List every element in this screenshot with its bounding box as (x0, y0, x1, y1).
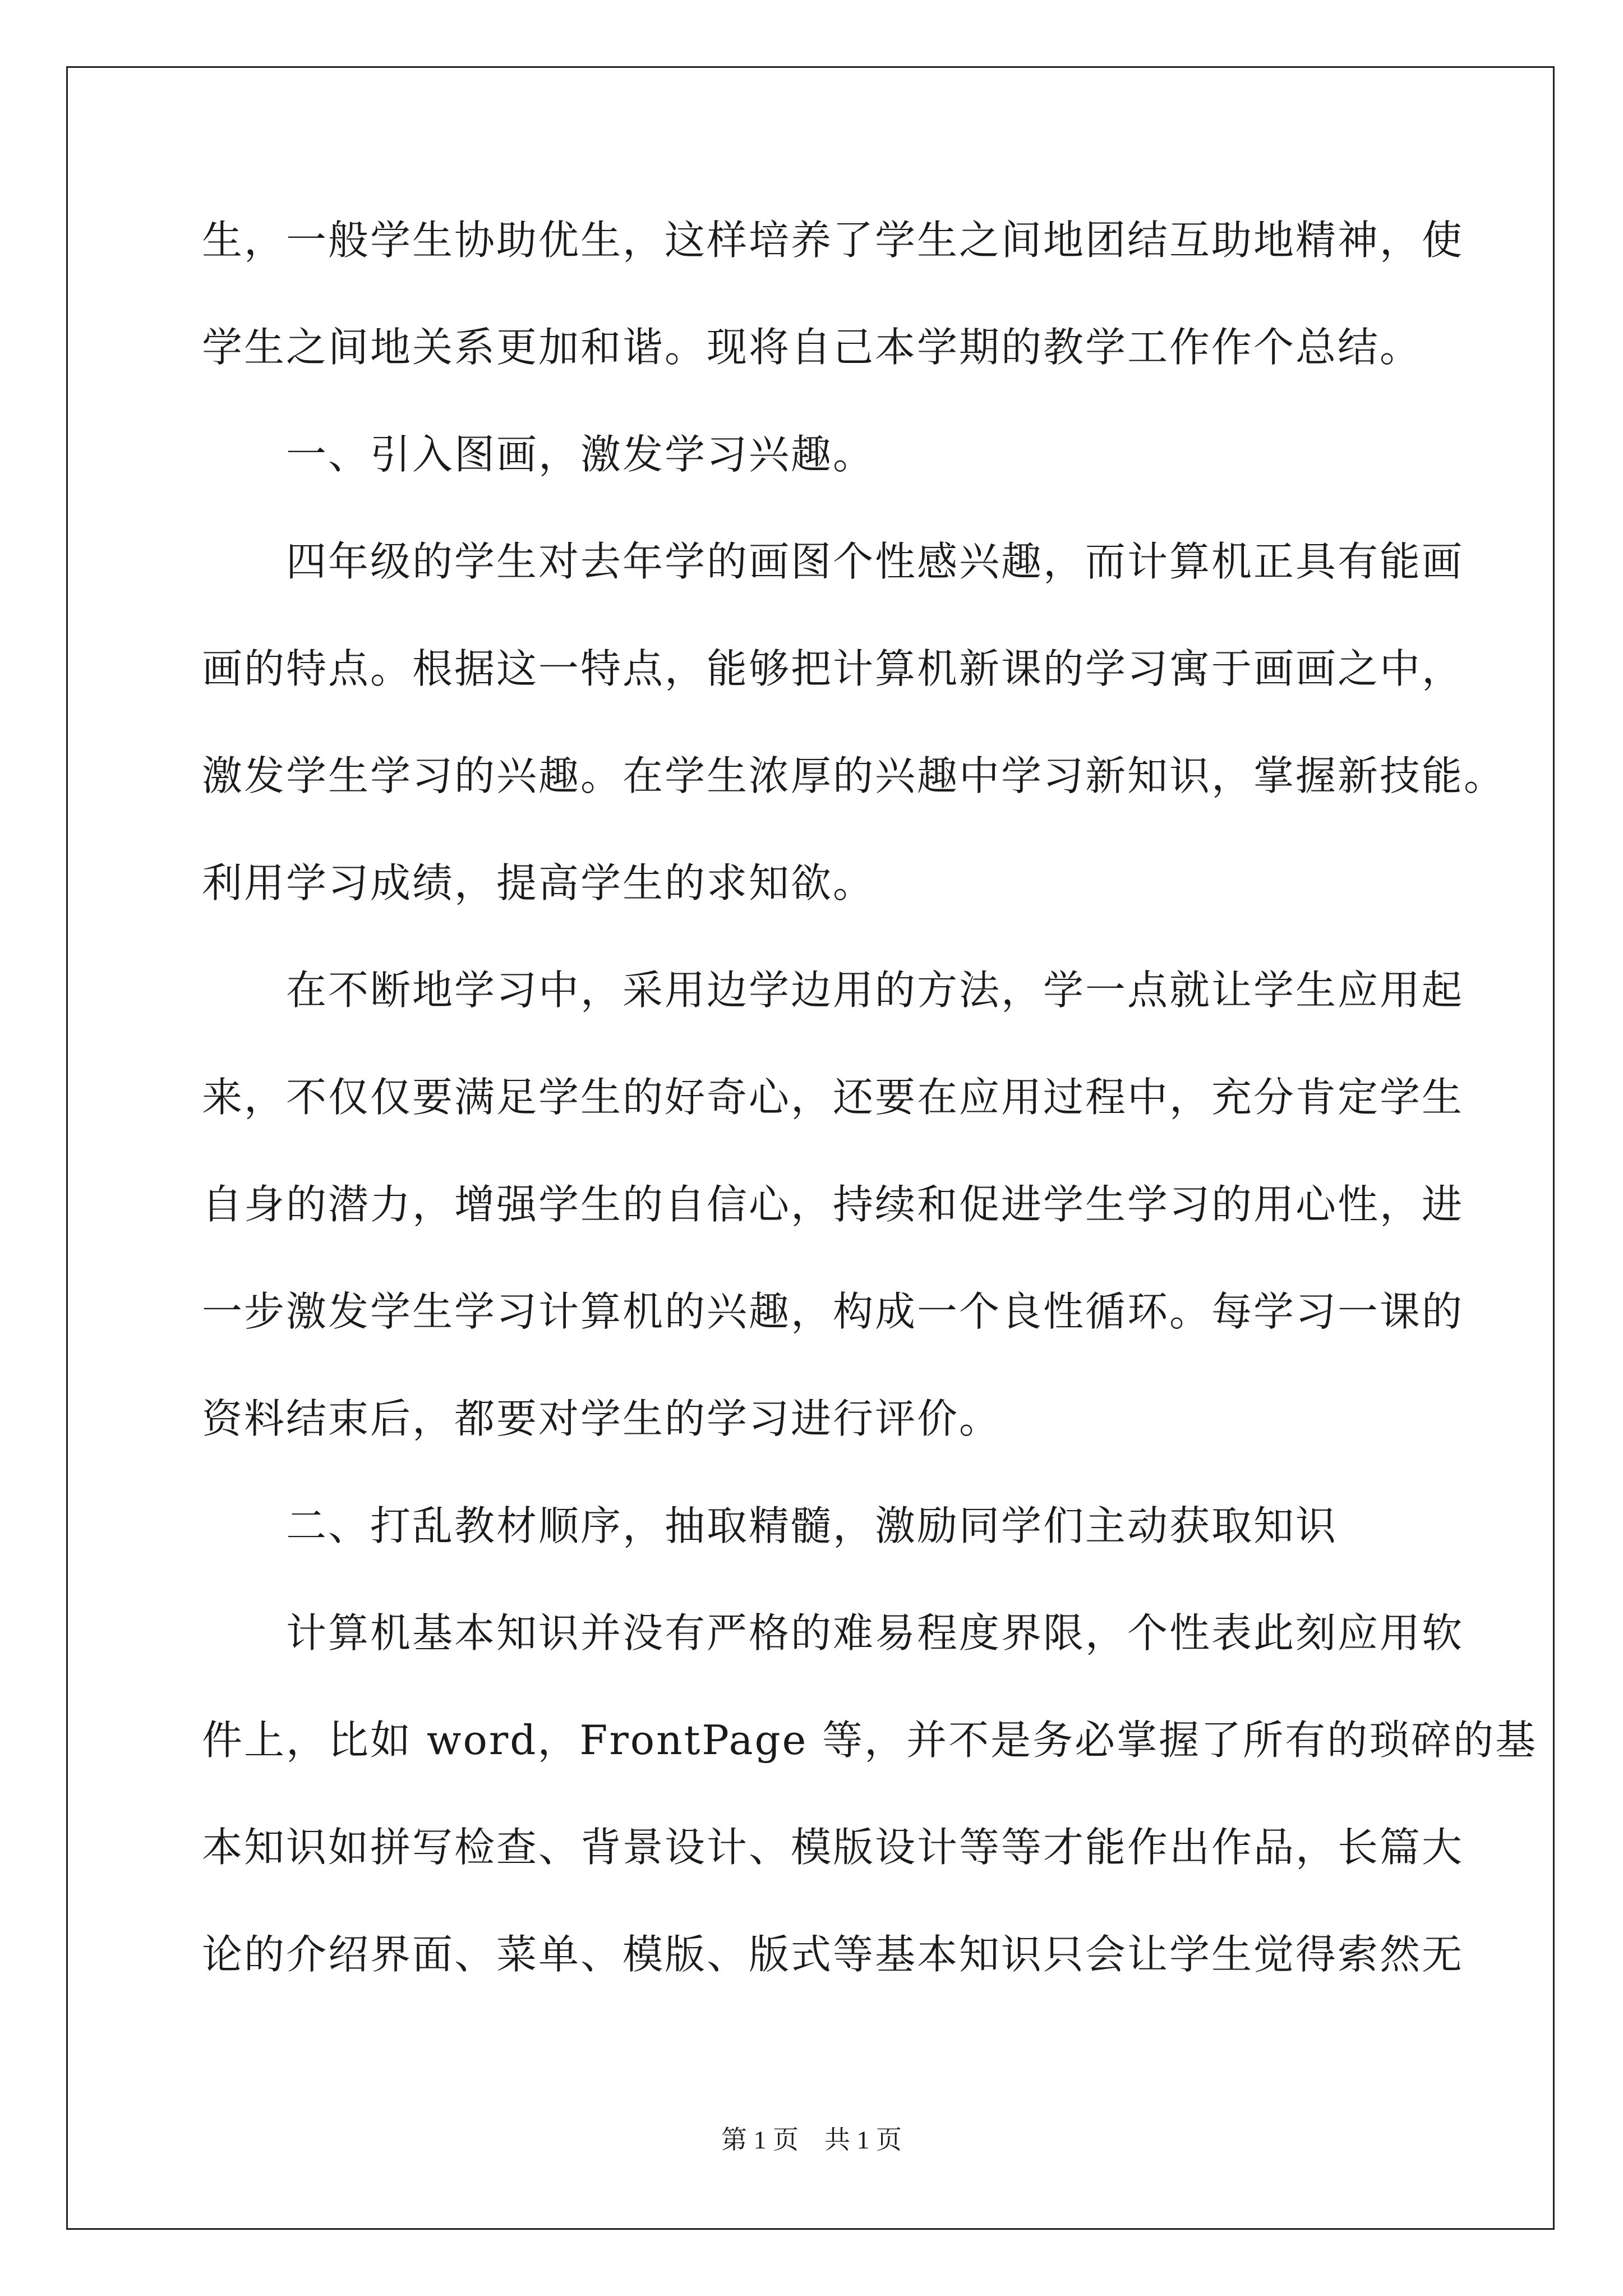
text-line-17: 论的介绍界面、菜单、模版、版式等基本知识只会让学生觉得索然无 (202, 1931, 1464, 1978)
section-heading-2: 二、打乱教材顺序，抽取精髓，激励同学们主动获取知识 (286, 1502, 1338, 1549)
document-body (202, 213, 1538, 2035)
text-line-15: 件上，比如 word，FrontPage 等，并不是务必掌握了所有的琐碎的基 (202, 1717, 1538, 1764)
text-line-10: 自身的潜力，增强学生的自信心，持续和促进学生学习的用心性，进 (202, 1181, 1464, 1228)
text-line-16: 本知识如拼写检查、背景设计、模版设计等等才能作出作品，长篇大 (202, 1824, 1464, 1871)
section-heading-1: 一、引入图画，激发学习兴趣。 (286, 431, 875, 478)
text-line-12: 资料结束后，都要对学生的学习进行评价。 (202, 1395, 1002, 1442)
text-line-6: 激发学生学习的兴趣。在学生浓厚的兴趣中学习新知识，掌握新技能。 (202, 752, 1506, 799)
text-line-7: 利用学习成绩，提高学生的求知欲。 (202, 859, 875, 907)
text-line-2: 学生之间地关系更加和谐。现将自己本学期的教学工作作个总结。 (202, 324, 1422, 371)
text-line-11: 一步激发学生学习计算机的兴趣，构成一个良性循环。每学习一课的 (202, 1288, 1464, 1335)
text-line-5: 画的特点。根据这一特点，能够把计算机新课的学习寓于画画之中， (202, 645, 1464, 692)
text-line-4: 四年级的学生对去年学的画图个性感兴趣，而计算机正具有能画 (286, 538, 1464, 585)
text-line-8: 在不断地学习中，采用边学边用的方法，学一点就让学生应用起 (286, 967, 1464, 1014)
text-line-9: 来，不仅仅要满足学生的好奇心，还要在应用过程中，充分肯定学生 (202, 1074, 1464, 1121)
text-line-14: 计算机基本知识并没有严格的难易程度界限，个性表此刻应用软 (286, 1609, 1464, 1657)
text-line-1: 生，一般学生协助优生，这样培养了学生之间地团结互助地精神，使 (202, 217, 1464, 264)
page-footer: 第 1 页 共 1 页 (721, 2125, 902, 2154)
